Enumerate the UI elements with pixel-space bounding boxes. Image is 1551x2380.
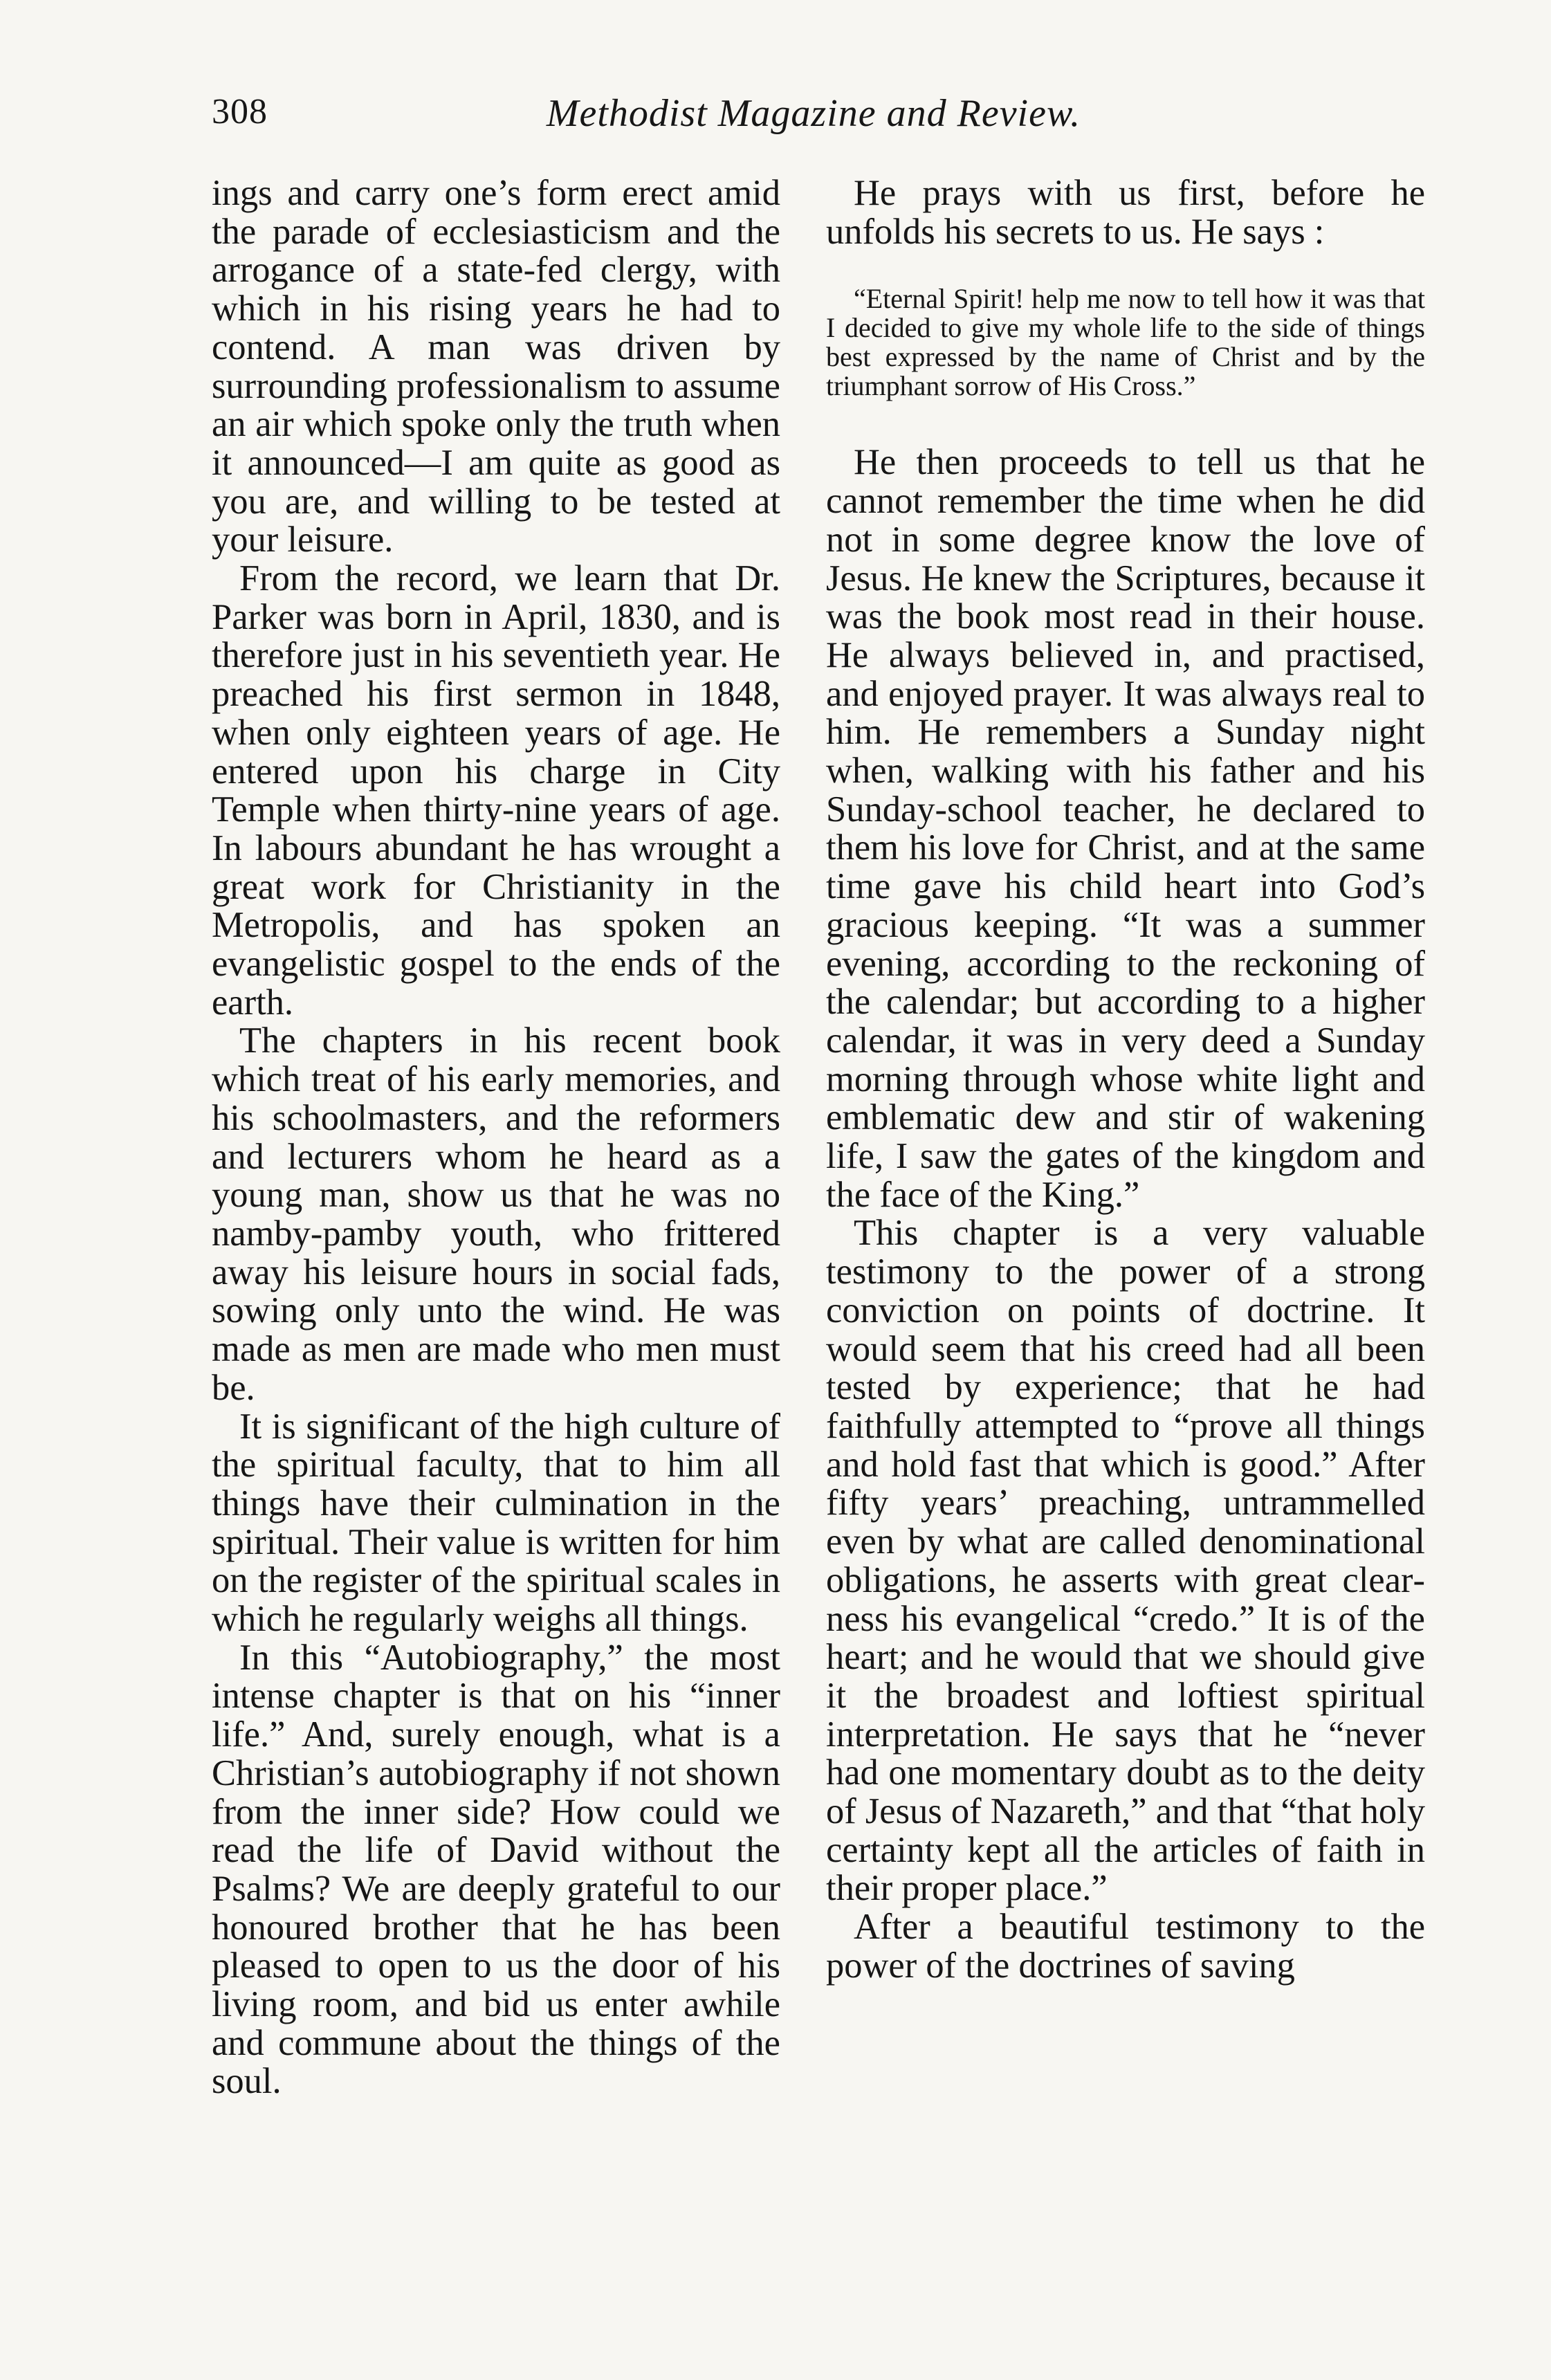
paragraph: After a beautiful testimony to the power of the doctrines of saving [826,1907,1425,1986]
right-column [826,174,1425,1986]
left-column [212,174,780,2101]
paragraph: He prays with us first, before he unfolds his secrets to us. He says : [826,173,1425,252]
paragraph: He then proceeds to tell us that he cannot remember the time when he did not in some degree know the love of Jesus. He knew the Scriptures, because it was the book most read in their house. He always believed in, and practised, and enjoyed prayer. It was always real to him. He remembers a Sunday night when, walking with his father and his Sunday-school teacher, he declared to them his love for Christ, and at the same time gave his child heart into God’s gracious keeping. “It was a summer evening, according to the reckoning of the calendar; but according to a higher calendar, it was in very deed a Sunday morning through whose white light and emblematic dew and stir of wakening life, I saw the gates of the kingdom and the face of the King.” [826,442,1425,1215]
paragraph: This chapter is a very valuable testimony to the power of a strong conviction on points of doctrine. It would seem that his creed had all been tested by experience; that he had faithfully attempted to “prove all things and hold fast that which is good.” After fifty years’ preaching, untrammelled even by what are called denominational obligations, he asserts with great clearness his evangelical “credo.” It is of the heart; and he would that we should give it the broadest and loftiest spiritual interpretation. He says that he “never had one momentary doubt as to the deity of Jesus of Nazareth,” and that “that holy certainty kept all the articles of faith in their proper place.” [826,1213,1425,1909]
paragraph: In this “Autobiography,” the most intense chapter is that on his “inner life.” And, surely enough, what is a Christian’s autobiography if not shown from the inner side? How could we read the life of David without the Psalms? We are deeply grateful to our honoured brother that he has been pleased to open to us the door of his living room, and bid us enter awhile and commune about the things of the soul. [212,1637,780,2102]
block-quote: “Eternal Spirit! help me now to tell how it was that I decided to give my whole life to the side of things best expressed by the name of Christ and by the triumphant sorrow of His Cross.” [826,283,1425,402]
paragraph: The chapters in his recent book which treat of his early memories, and his schoolmasters, and the reformers and lecturers whom he heard as a young man, show us that he was no namby-pamby youth, who frittered away his leisure hours in social fads, sowing only unto the wind. He was made as men are made who men must be. [212,1020,780,1408]
running-title: Methodist Magazine and Review. [546,92,1081,135]
page-number: 308 [212,92,268,131]
paragraph: It is significant of the high culture of the spiritual faculty, that to him all things have their culmination in the spiritual. Their value is written for him on the register of the spiritual scales in which he regularly weighs all things. [212,1406,780,1640]
paragraph: ings and carry one’s form erect amid the parade of ecclesiasticism and the arrogance of a state-fed clergy, with which in his rising years he had to contend. A man was driven by surrounding professionalism to assume an air which spoke only the truth when it announced—I am quite as good as you are, and willing to be tested at your leisure. [212,173,780,560]
paragraph: From the record, we learn that Dr. Parker was born in April, 1830, and is therefore just in his seventieth year. He preached his first sermon in 1848, when only eighteen years of age. He entered upon his charge in City Temple when thirty-nine years of age. In labours abundant he has wrought a great work for Christianity in the Metropolis, and has spoken an evangelistic gospel to the ends of the earth. [212,558,780,1023]
page-header [212,91,1415,147]
